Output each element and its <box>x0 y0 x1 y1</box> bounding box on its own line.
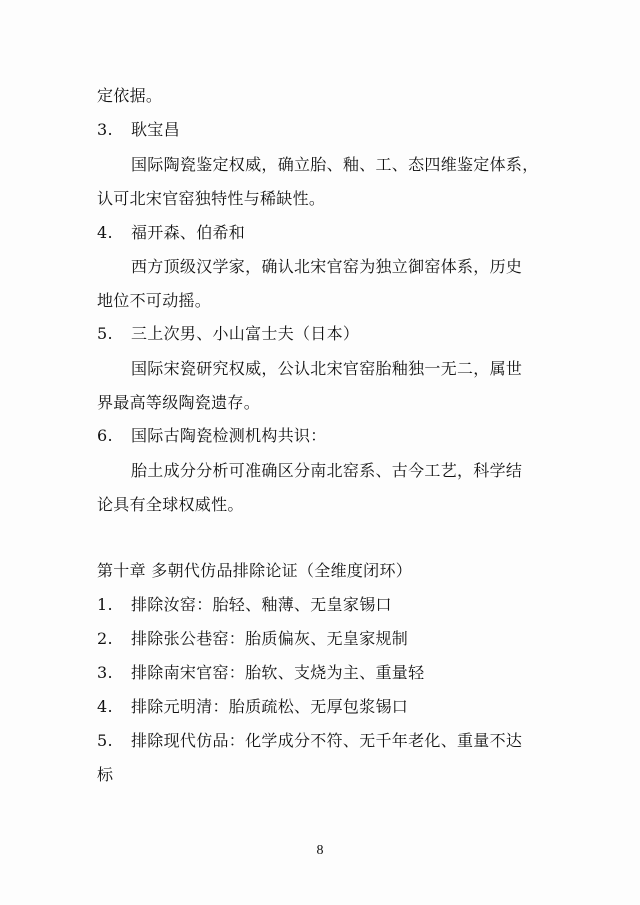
chapter-list-item <box>97 697 408 717</box>
item-text: 排除现代仿品：化学成分不符、无千年老化、重量不达 <box>131 731 523 750</box>
page-number: 8 <box>316 843 324 858</box>
expert-desc-line: 地位不可动摇。 <box>97 291 212 310</box>
item-number: 4. <box>97 223 113 242</box>
item-number: 3. <box>97 120 113 139</box>
expert-desc-line: 西方顶级汉学家，确认北宋官窑为独立御窑体系，历史 <box>131 257 523 276</box>
item-number: 5. <box>97 324 113 343</box>
chapter-list-item <box>97 663 424 683</box>
expert-desc-line: 论具有全球权威性。 <box>97 495 244 514</box>
expert-name: 三上次男、小山富士夫（日本） <box>131 324 360 343</box>
item-text: 排除元明清：胎质疏松、无厚包浆锡口 <box>131 697 409 716</box>
expert-item-4 <box>97 223 245 243</box>
expert-item-3 <box>97 120 180 140</box>
item-number: 3. <box>97 663 113 682</box>
chapter-list-item <box>97 595 392 615</box>
item-number: 4. <box>97 697 113 716</box>
expert-name: 福开森、伯希和 <box>131 223 246 242</box>
item-number: 5. <box>97 731 113 750</box>
expert-desc-line: 认可北宋官窑独特性与稀缺性。 <box>97 189 326 208</box>
expert-desc-line: 国际陶瓷鉴定权威，确立胎、釉、工、态四维鉴定体系， <box>131 155 539 174</box>
chapter-list-item <box>97 731 522 751</box>
expert-name: 国际古陶瓷检测机构共识： <box>131 426 327 445</box>
item-text: 排除汝窑：胎轻、釉薄、无皇家锡口 <box>131 595 392 614</box>
expert-item-5 <box>97 324 359 344</box>
chapter-title: 第十章 多朝代仿品排除论证（全维度闭环） <box>97 561 413 580</box>
item-text: 排除张公巷窑：胎质偏灰、无皇家规制 <box>131 629 409 648</box>
item-number: 2. <box>97 629 113 648</box>
chapter-list-item <box>97 629 408 649</box>
expert-name: 耿宝昌 <box>131 120 180 139</box>
expert-desc-line: 国际宋瓷研究权威，公认北宋官窑胎釉独一无二，属世 <box>131 359 523 378</box>
continuation-text: 标 <box>97 765 114 784</box>
item-number: 6. <box>97 426 113 445</box>
item-number: 1. <box>97 595 113 614</box>
item-text: 排除南宋官窑：胎软、支烧为主、重量轻 <box>131 663 425 682</box>
expert-item-6 <box>97 426 327 446</box>
continuation-text: 定依据。 <box>97 86 163 105</box>
expert-desc-line: 界最高等级陶瓷遗存。 <box>97 393 261 412</box>
expert-desc-line: 胎土成分分析可准确区分南北窑系、古今工艺，科学结 <box>131 461 523 480</box>
